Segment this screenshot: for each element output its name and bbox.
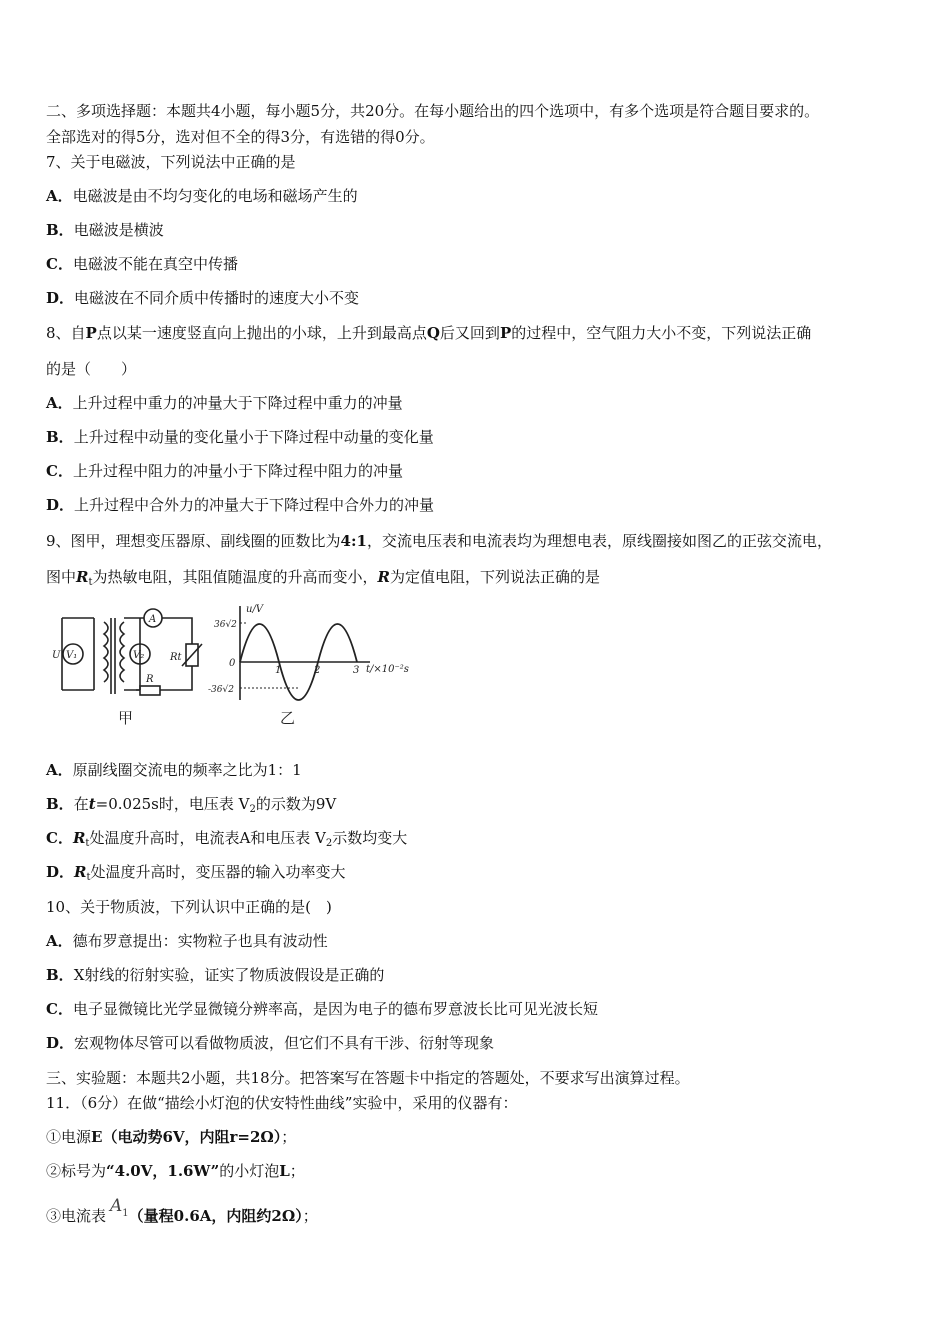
origin-label: 0 xyxy=(229,658,236,669)
option-text: 上升过程中动量的变化量小于下降过程中动量的变化量 xyxy=(73,428,434,446)
option-letter: B． xyxy=(46,428,74,446)
q9-stem-part: 为定值电阻，下列说法正确的是 xyxy=(390,568,601,586)
point-q: Q xyxy=(426,324,440,342)
option-letter: D． xyxy=(46,289,75,307)
item-text: ③电流表 xyxy=(46,1207,107,1225)
option-letter: D． xyxy=(46,496,75,514)
q9-option-b xyxy=(46,794,336,820)
label-yi: 乙 xyxy=(280,709,296,727)
q9-figure xyxy=(48,600,438,730)
q9-stem-part: ，交流电压表和电流表均为理想电表，原线圈接如图乙的正弦交流电， xyxy=(366,532,832,550)
q9-option-a xyxy=(46,760,302,780)
q8-stem-part: 的过程中，空气阻力大小不变，下列说法正确 xyxy=(511,324,812,342)
q9-stem-line2 xyxy=(46,567,600,593)
tick-2: 2 xyxy=(314,665,321,676)
q7-option-a xyxy=(46,186,358,206)
option-text: 上升过程中合外力的冲量大于下降过程中合外力的冲量 xyxy=(74,496,435,514)
option-text: 上升过程中重力的冲量大于下降过程中重力的冲量 xyxy=(72,394,403,412)
subscript: t xyxy=(86,872,91,883)
q10-option-c xyxy=(46,999,598,1019)
option-text: 电磁波是由不均匀变化的电场和磁场产生的 xyxy=(72,187,358,205)
option-text: 电子显微镜比光学显微镜分辨率高，是因为电子的德布罗意波长比可见光波长短 xyxy=(72,1000,598,1018)
q9-stem-part: 为热敏电阻，其阻值随温度的升高而变小， xyxy=(92,568,378,586)
symbol-rt: R xyxy=(74,863,87,881)
q8-option-c xyxy=(46,461,403,481)
option-text: 的示数为9V xyxy=(255,795,337,813)
y-min-label: -36√2 xyxy=(208,685,234,695)
transformer-core xyxy=(111,618,115,694)
item-text-bold: E（电动势6V，内阻r=2Ω） xyxy=(91,1128,282,1146)
section3-heading: 三、实验题：本题共2小题，共18分。把答案写在答题卡中指定的答题处，不要求写出演算过程。 xyxy=(46,1069,690,1087)
resistor-r xyxy=(140,686,160,695)
q7-option-b xyxy=(46,220,164,240)
option-text: 电磁波是横波 xyxy=(73,221,164,239)
q9-stem-part: 图中 xyxy=(46,568,77,586)
item-text-bold: （量程0.6A，内阻约2Ω） xyxy=(128,1207,303,1225)
tick-3: 3 xyxy=(353,665,360,676)
option-letter: A． xyxy=(46,932,73,950)
subscript: 1 xyxy=(122,1208,129,1219)
option-text: 原副线圈交流电的频率之比为1：1 xyxy=(72,761,302,779)
option-letter: C． xyxy=(46,829,73,847)
point-p: P xyxy=(85,324,97,342)
subscript: t xyxy=(88,577,93,588)
option-letter: C． xyxy=(46,255,73,273)
q7-option-c xyxy=(46,254,238,274)
q8-option-d xyxy=(46,495,434,515)
ammeter-symbol: A xyxy=(110,1196,123,1216)
label-v1: V₁ xyxy=(66,650,78,661)
option-text: 示数均变大 xyxy=(332,829,408,847)
item-text: ； xyxy=(281,1128,297,1146)
waveform-graph-yi xyxy=(208,604,409,700)
q11-stem: 11．（6分）在做“描绘小灯泡的伏安特性曲线”实验中，采用的仪器有： xyxy=(46,1094,518,1112)
symbol-t: t xyxy=(88,795,96,813)
subscript: 2 xyxy=(325,838,333,849)
section2-heading-line2: 全部选对的得5分，选对但不全的得3分，有选错的得0分。 xyxy=(46,128,435,146)
q11-item-1 xyxy=(46,1127,296,1147)
q10-option-a xyxy=(46,931,328,951)
q9-stem xyxy=(46,531,832,551)
option-text: =0.025s时，电压表 V xyxy=(95,795,250,813)
symbol-rt: R xyxy=(76,568,89,586)
label-jia: 甲 xyxy=(118,709,134,727)
q11-item-2 xyxy=(46,1161,305,1181)
q8-stem-line2: 的是（ ） xyxy=(46,360,137,378)
q7-option-d xyxy=(46,288,359,308)
option-letter: A． xyxy=(46,761,73,779)
option-text: 德布罗意提出：实物粒子也具有波动性 xyxy=(72,932,328,950)
option-text: 上升过程中阻力的冲量小于下降过程中阻力的冲量 xyxy=(72,462,403,480)
label-rt: Rt xyxy=(170,652,182,663)
q8-stem-part: 后又回到 xyxy=(439,324,500,342)
q9-option-d xyxy=(46,862,346,888)
item-text-bold: “4.0V，1.6W” xyxy=(106,1162,220,1180)
option-text: 在 xyxy=(73,795,89,813)
symbol-r: R xyxy=(377,568,390,586)
option-letter: D． xyxy=(46,863,75,881)
option-letter: A． xyxy=(46,187,73,205)
secondary-coil xyxy=(120,622,124,682)
y-max-label: 36√2 xyxy=(214,620,237,630)
option-letter: B． xyxy=(46,966,74,984)
label-u: U xyxy=(52,650,61,661)
item-text: 的小灯泡 xyxy=(219,1162,280,1180)
option-letter: C． xyxy=(46,462,73,480)
q8-option-a xyxy=(46,393,403,413)
option-text: 处温度升高时，变压器的输入功率变大 xyxy=(90,863,346,881)
option-text: 宏观物体尽管可以看做物质波，但它们不具有干涉、衍射等现象 xyxy=(74,1034,495,1052)
q9-stem-part: 9、图甲，理想变压器原、副线圈的匝数比为 xyxy=(46,532,341,550)
q10-option-d xyxy=(46,1033,494,1053)
y-axis-label: u/V xyxy=(246,604,264,615)
q8-stem-part: 8、自 xyxy=(46,324,86,342)
option-letter: B． xyxy=(46,795,74,813)
item-text: ； xyxy=(289,1162,305,1180)
item-text: ； xyxy=(302,1207,318,1225)
item-text-bold: L xyxy=(279,1162,290,1180)
item-text: ②标号为 xyxy=(46,1162,107,1180)
primary-coil xyxy=(104,622,108,682)
label-v2: V₂ xyxy=(133,650,145,661)
q8-stem-part: 点以某一速度竖直向上抛出的小球，上升到最高点 xyxy=(96,324,427,342)
q8-stem xyxy=(46,323,811,343)
q9-option-c xyxy=(46,828,407,854)
subscript: t xyxy=(85,838,90,849)
turns-ratio: 4:1 xyxy=(340,532,367,550)
option-text: X射线的衍射实验，证实了物质波假设是正确的 xyxy=(73,966,385,984)
option-letter: A． xyxy=(46,394,73,412)
option-letter: B． xyxy=(46,221,74,239)
q8-option-b xyxy=(46,427,434,447)
option-text: 处温度升高时，电流表A和电压表 V xyxy=(89,829,326,847)
q7-stem: 7、关于电磁波，下列说法中正确的是 xyxy=(46,153,296,171)
item-text: ①电源 xyxy=(46,1128,92,1146)
label-a: A xyxy=(149,614,157,625)
tick-1: 1 xyxy=(275,665,282,676)
q11-item-3 xyxy=(46,1196,318,1232)
section2-heading-line1: 二、多项选择题：本题共4小题，每小题5分，共20分。在每小题给出的四个选项中，有多个选项是符合题目要求的。 xyxy=(46,102,820,120)
label-r: R xyxy=(146,674,154,685)
symbol-rt: R xyxy=(72,829,86,847)
x-axis-label: t/×10⁻²s xyxy=(366,664,409,675)
q10-option-b xyxy=(46,965,384,985)
option-letter: C． xyxy=(46,1000,73,1018)
option-text: 电磁波在不同介质中传播时的速度大小不变 xyxy=(74,289,360,307)
option-text: 电磁波不能在真空中传播 xyxy=(72,255,238,273)
point-p: P xyxy=(499,324,512,342)
q10-stem: 10、关于物质波，下列认识中正确的是( ) xyxy=(46,898,332,916)
option-letter: D． xyxy=(46,1034,75,1052)
subscript: 2 xyxy=(249,804,256,815)
